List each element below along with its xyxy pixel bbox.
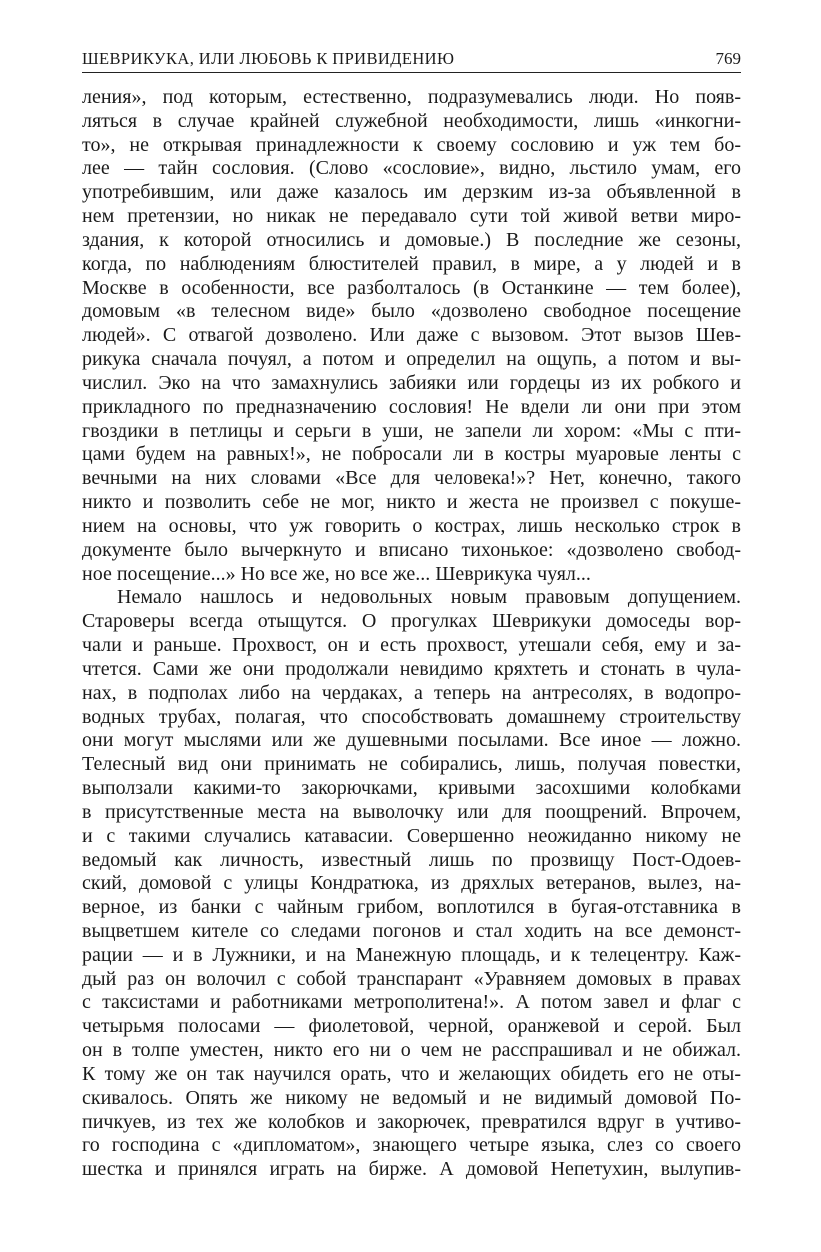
text-line: когда, по наблюдениям блюстителей правил, в мире, а у людей и в [82, 252, 741, 275]
text-line: домовым «в телесном виде» было «дозволено свободное посещение [82, 300, 741, 323]
paragraph-1 [82, 86, 741, 586]
text-line: лее — тайн сословия. (Слово «сословие», видно, льстило умам, его [82, 157, 741, 180]
text-line: цами будем на равных!», не побросали ли в костры муаровые ленты с [82, 443, 741, 466]
text-line: верное, из банки с чайным грибом, воплотился в бугая-отставника в [82, 896, 741, 919]
text-line: Телесный вид они принимать не собирались, лишь, получая повестки, [82, 753, 741, 776]
running-header [82, 48, 741, 73]
text-line: ное посещение...» Но все же, но все же... Шеврикука чуял... [82, 562, 591, 585]
body-text [82, 86, 741, 1182]
text-line: и с такими случались катавасии. Совершенно неожиданно никому не [82, 824, 741, 847]
text-line: К тому же он так научился орать, что и желающих обидеть его не оты- [82, 1062, 741, 1085]
text-line: здания, к которой относились и домовые.) В последние же сезоны, [82, 228, 741, 251]
text-line: нием на основы, что уж говорить о кострах, лишь несколько строк в [82, 514, 741, 537]
text-line: с таксистами и работниками метрополитена!». А потом завел и флаг с [82, 991, 741, 1014]
text-line: выползали какими-то закорючками, кривыми засохшими колобками [82, 777, 741, 800]
text-line: Москве в особенности, все разболталось (в Останкине — тем более), [82, 276, 741, 299]
text-line: Староверы всегда отыщутся. О прогулках Шеврикуки домоседы вор- [82, 610, 741, 633]
running-title: ШЕВРИКУКА, ИЛИ ЛЮБОВЬ К ПРИВИДЕНИЮ [82, 49, 455, 68]
text-line: водных трубах, полагая, что способствовать домашнему строительству [82, 705, 741, 728]
text-line: выцветшем кителе со следами погонов и стал ходить на все демонст- [82, 919, 741, 942]
text-line: ляться в случае крайней служебной необходимости, лишь «инкогни- [82, 109, 741, 132]
text-line: людей». С отвагой дозволено. Или даже с вызовом. Этот вызов Шев- [82, 324, 741, 347]
text-line: ский, домовой с улицы Кондратюка, из дряхлых ветеранов, вылез, на- [82, 872, 741, 895]
text-line: ведомый как личность, известный лишь по прозвищу Пост-Одоев- [82, 848, 741, 871]
text-line: чтется. Сами же они продолжали невидимо кряхтеть и стонать в чула- [82, 657, 741, 680]
text-line: шестка и принялся играть на бирже. А домовой Непетухин, вылупив- [82, 1158, 741, 1181]
text-line: в присутственные места на выволочку или для поощрений. Впрочем, [82, 800, 741, 823]
text-line: четырьмя полосами — фиолетовой, черной, оранжевой и серой. Был [82, 1015, 741, 1038]
text-line: Немало нашлось и недовольных новым правовым допущением. [117, 586, 741, 609]
paragraph-2 [82, 586, 741, 1182]
text-line: прикладного по предназначению сословия! Не вдели ли они при этом [82, 395, 741, 418]
text-line: вечными на них словами «Все для человека!»? Нет, конечно, такого [82, 467, 741, 490]
text-line: употребившим, или даже казалось им дерзким из-за объявленной в [82, 181, 741, 204]
text-line: рикука сначала почуял, а потом и определил на ощупь, а потом и вы- [82, 348, 741, 371]
text-line: нах, в подполах либо на чердаках, а теперь на антресолях, в водопро- [82, 681, 741, 704]
text-line: числил. Эко на что замахнулись забияки или гордецы из их робкого и [82, 371, 741, 394]
text-line: ления», под которым, естественно, подразумевались люди. Но появ- [82, 86, 741, 108]
text-line: документе было вычеркнуто и вписано тихонькое: «дозволено свобод- [82, 538, 741, 561]
text-line: пичкуев, из тех же колобков и закорючек, превратился вдруг в учтиво- [82, 1110, 741, 1133]
text-line: рации — и в Лужники, и на Манежную площадь, и к телецентру. Каж- [82, 943, 741, 966]
page-number: 769 [715, 49, 741, 68]
text-line: они могут мыслями или же душевными посылами. Все иное — ложно. [82, 729, 741, 752]
text-line: чали и раньше. Прохвост, он и есть прохвост, утешали себя, ему и за- [82, 634, 741, 657]
text-line: нем претензии, но никак не передавало сути той живой ветви миро- [82, 205, 741, 228]
text-line: гвоздики в петлицы и серьги в уши, не запели ли хором: «Мы с пти- [82, 419, 741, 442]
text-line: он в толпе уместен, никто его ни о чем не расспрашивал и не обижал. [82, 1039, 741, 1062]
text-line: скивалось. Опять же никому не ведомый и не видимый домовой По- [82, 1086, 741, 1109]
text-line: то», не открывая принадлежности к своему сословию и уж тем бо- [82, 133, 741, 156]
text-line: никто и позволить себе не мог, никто и жеста не произвел с покуше- [82, 491, 741, 514]
text-line: дый раз он волочил с собой транспарант «Уравняем домовых в правах [82, 967, 741, 990]
text-line: го господина с «дипломатом», знающего четыре языка, слез со своего [82, 1134, 741, 1157]
